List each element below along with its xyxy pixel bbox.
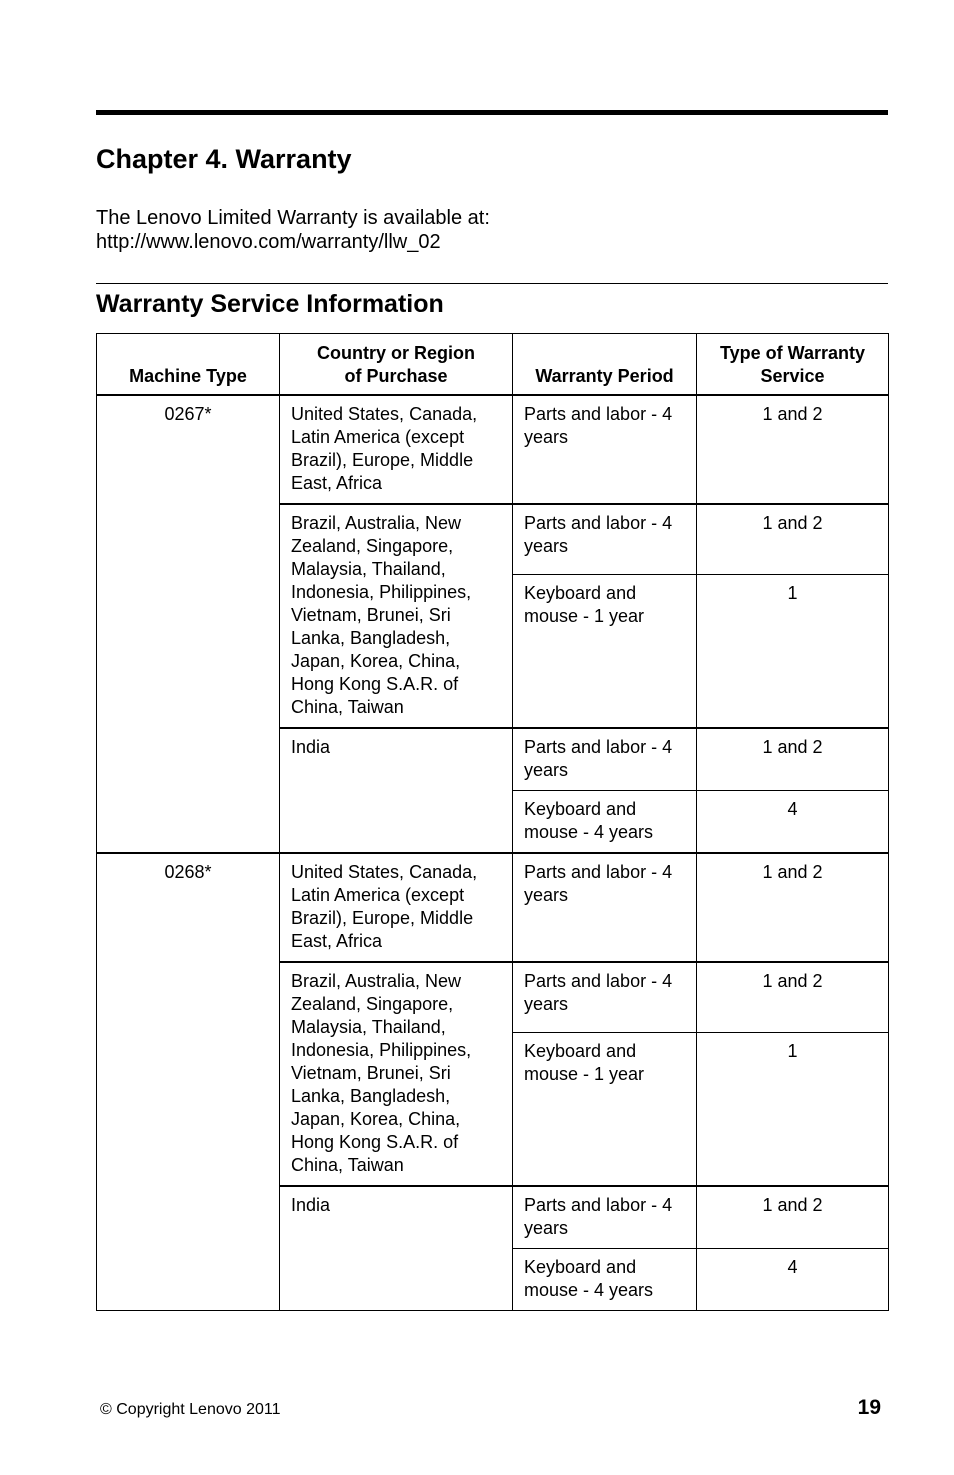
service-type-cell: 1 and 2	[697, 728, 889, 791]
service-type-cell: 1 and 2	[697, 962, 889, 1033]
period-cell: Keyboard and mouse - 4 years	[513, 791, 697, 854]
intro-text: The Lenovo Limited Warranty is available at:	[96, 207, 490, 229]
table-row	[97, 395, 889, 504]
service-type-cell: 1	[697, 1033, 889, 1187]
table-header-row	[97, 334, 889, 396]
period-cell: Parts and labor - 4 years	[513, 728, 697, 791]
header-machine-type: Machine Type	[97, 334, 280, 396]
chapter-top-rule	[96, 110, 888, 115]
period-cell: Parts and labor - 4 years	[513, 395, 697, 504]
warranty-table	[96, 333, 889, 1311]
period-cell: Parts and labor - 4 years	[513, 853, 697, 962]
section-title: Warranty Service Information	[96, 290, 444, 318]
period-cell: Parts and labor - 4 years	[513, 504, 697, 575]
period-cell: Keyboard and mouse - 1 year	[513, 575, 697, 729]
service-type-cell: 1 and 2	[697, 853, 889, 962]
service-type-cell: 1	[697, 575, 889, 729]
period-cell: Keyboard and mouse - 1 year	[513, 1033, 697, 1187]
intro-paragraph	[96, 206, 490, 254]
warranty-url: http://www.lenovo.com/warranty/llw_02	[96, 231, 441, 253]
country-cell: Brazil, Australia, New Zealand, Singapore, Malaysia, Thailand, Indonesia, Philippines, Vietnam, Brunei, Sri Lanka, Bangladesh, Japan, Korea, China, Hong Kong S.A.R. of China, Taiwan	[280, 962, 513, 1186]
copyright-notice: © Copyright Lenovo 2011	[100, 1401, 281, 1418]
period-cell: Keyboard and mouse - 4 years	[513, 1249, 697, 1311]
service-type-cell: 1 and 2	[697, 1186, 889, 1249]
table-row	[97, 853, 889, 962]
machine-type-cell: 0267*	[97, 395, 280, 853]
machine-type-cell: 0268*	[97, 853, 280, 1311]
header-country: Country or Region of Purchase	[280, 334, 513, 396]
service-type-cell: 1 and 2	[697, 395, 889, 504]
service-type-cell: 1 and 2	[697, 504, 889, 575]
service-type-cell: 4	[697, 791, 889, 854]
section-rule	[96, 283, 888, 284]
country-cell: Brazil, Australia, New Zealand, Singapore, Malaysia, Thailand, Indonesia, Philippines, Vietnam, Brunei, Sri Lanka, Bangladesh, Japan, Korea, China, Hong Kong S.A.R. of China, Taiwan	[280, 504, 513, 728]
page-number: 19	[857, 1396, 881, 1419]
chapter-title: Chapter 4. Warranty	[96, 144, 352, 174]
service-type-cell: 4	[697, 1249, 889, 1311]
country-cell: United States, Canada, Latin America (except Brazil), Europe, Middle East, Africa	[280, 853, 513, 962]
header-warranty-period: Warranty Period	[513, 334, 697, 396]
period-cell: Parts and labor - 4 years	[513, 962, 697, 1033]
country-cell: India	[280, 1186, 513, 1311]
period-cell: Parts and labor - 4 years	[513, 1186, 697, 1249]
header-service-type: Type of Warranty Service	[697, 334, 889, 396]
country-cell: India	[280, 728, 513, 853]
country-cell: United States, Canada, Latin America (except Brazil), Europe, Middle East, Africa	[280, 395, 513, 504]
